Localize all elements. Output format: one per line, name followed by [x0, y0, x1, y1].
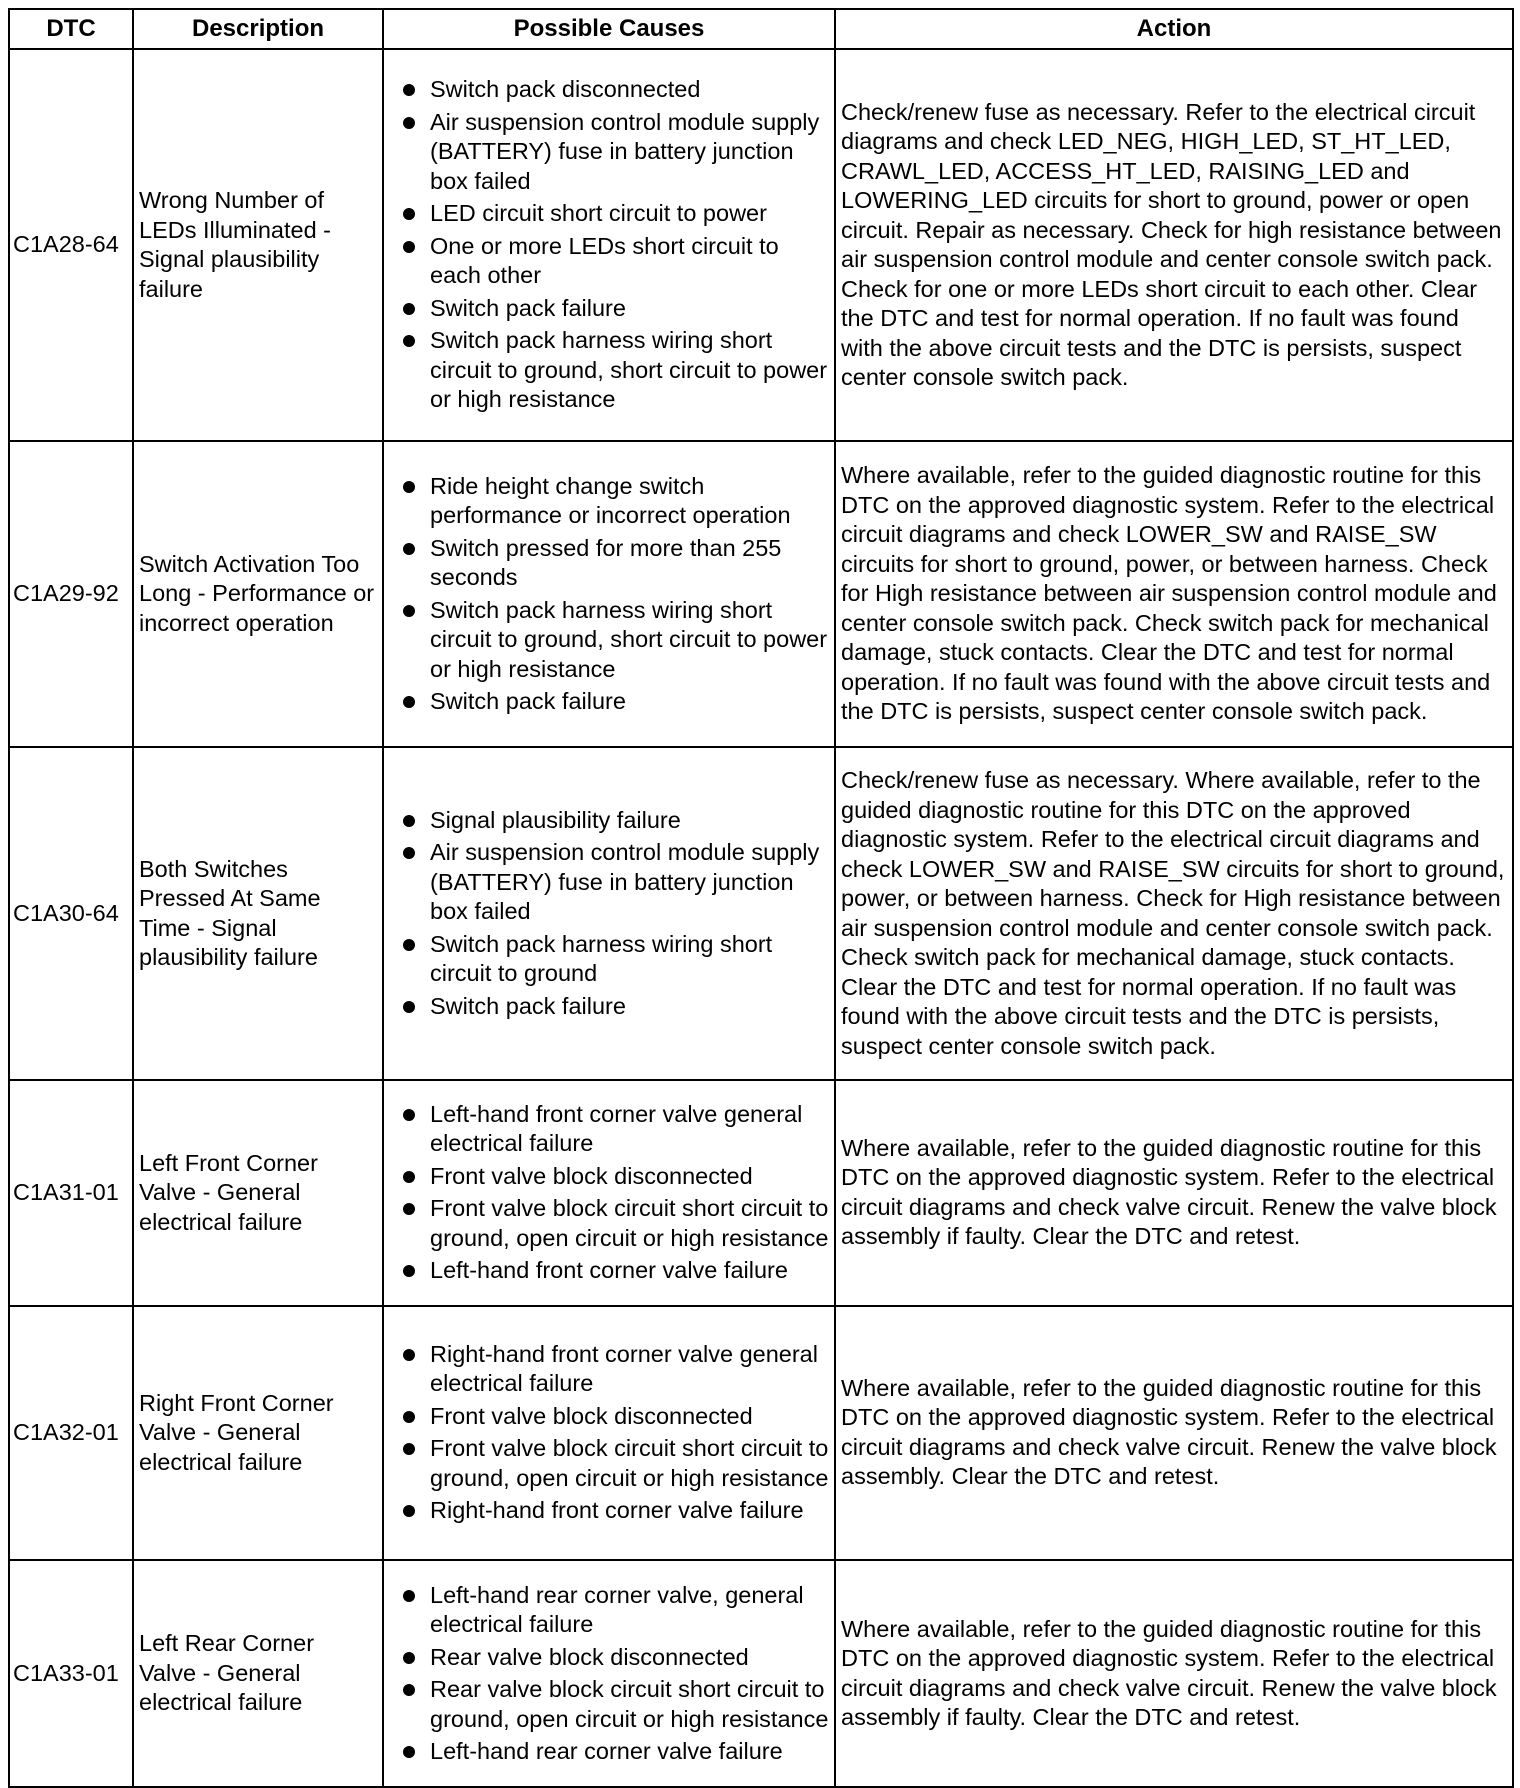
- dtc-code: C1A31-01: [9, 1080, 133, 1306]
- possible-causes-cell: [383, 1306, 835, 1561]
- dtc-table: [8, 8, 1514, 1788]
- possible-causes-list: [384, 1340, 829, 1526]
- header-dtc: DTC: [9, 9, 133, 49]
- action-text: Where available, refer to the guided diagnostic routine for this DTC on the approved diagnostic system. Refer to the electrical circuit diagrams and check valve circuit. Renew the valve block assembly if faulty. Clear the DTC and retest.: [835, 1560, 1513, 1787]
- cause-item: Ride height change switch performance or incorrect operation: [430, 472, 829, 531]
- possible-causes-list: [384, 472, 829, 717]
- possible-causes-list: [384, 1581, 829, 1767]
- dtc-description: Switch Activation Too Long - Performance or incorrect operation: [133, 441, 383, 747]
- cause-item: Front valve block disconnected: [430, 1162, 829, 1192]
- dtc-code: C1A30-64: [9, 747, 133, 1080]
- cause-item: Right-hand front corner valve failure: [430, 1496, 829, 1526]
- dtc-code: C1A28-64: [9, 49, 133, 441]
- dtc-code: C1A29-92: [9, 441, 133, 747]
- table-row: [9, 441, 1513, 747]
- dtc-code: C1A33-01: [9, 1560, 133, 1787]
- table-row: [9, 49, 1513, 441]
- table-row: [9, 1080, 1513, 1306]
- cause-item: Switch pack failure: [430, 687, 829, 717]
- possible-causes-cell: [383, 49, 835, 441]
- possible-causes-cell: [383, 1080, 835, 1306]
- cause-item: Air suspension control module supply (BATTERY) fuse in battery junction box failed: [430, 108, 829, 197]
- action-text: Check/renew fuse as necessary. Where available, refer to the guided diagnostic routine for this DTC on the approved diagnostic system. Refer to the electrical circuit diagrams and check LOWER_SW and RAISE_SW circuits for short to ground, power, or between harness. Check for High resistance between air suspension control module and center console switch pack. Check switch pack for mechanical damage, stuck contacts. Clear the DTC and test for normal operation. If no fault was found with the above circuit tests and the DTC is persists, suspect center console switch pack.: [835, 747, 1513, 1080]
- cause-item: Rear valve block disconnected: [430, 1643, 829, 1673]
- dtc-description: Left Rear Corner Valve - General electrical failure: [133, 1560, 383, 1787]
- cause-item: Air suspension control module supply (BATTERY) fuse in battery junction box failed: [430, 838, 829, 927]
- action-text: Where available, refer to the guided diagnostic routine for this DTC on the approved diagnostic system. Refer to the electrical circuit diagrams and check valve circuit. Renew the valve block assembly if faulty. Clear the DTC and retest.: [835, 1080, 1513, 1306]
- cause-item: Switch pack disconnected: [430, 75, 829, 105]
- cause-item: Switch pack harness wiring short circuit to ground: [430, 930, 829, 989]
- header-possible-causes: Possible Causes: [383, 9, 835, 49]
- dtc-description: Wrong Number of LEDs Illuminated - Signal plausibility failure: [133, 49, 383, 441]
- possible-causes-cell: [383, 747, 835, 1080]
- cause-item: Right-hand front corner valve general electrical failure: [430, 1340, 829, 1399]
- possible-causes-list: [384, 75, 829, 415]
- table-row: [9, 1560, 1513, 1787]
- possible-causes-list: [384, 1100, 829, 1286]
- dtc-description: Both Switches Pressed At Same Time - Signal plausibility failure: [133, 747, 383, 1080]
- cause-item: Front valve block circuit short circuit to ground, open circuit or high resistance: [430, 1434, 829, 1493]
- cause-item: Front valve block disconnected: [430, 1402, 829, 1432]
- dtc-description: Right Front Corner Valve - General electrical failure: [133, 1306, 383, 1561]
- header-action: Action: [835, 9, 1513, 49]
- cause-item: Left-hand front corner valve general electrical failure: [430, 1100, 829, 1159]
- possible-causes-list: [384, 806, 829, 1022]
- cause-item: Switch pack failure: [430, 294, 829, 324]
- header-row: [9, 9, 1513, 49]
- cause-item: Left-hand rear corner valve, general electrical failure: [430, 1581, 829, 1640]
- cause-item: Switch pressed for more than 255 seconds: [430, 534, 829, 593]
- possible-causes-cell: [383, 441, 835, 747]
- dtc-description: Left Front Corner Valve - General electrical failure: [133, 1080, 383, 1306]
- header-description: Description: [133, 9, 383, 49]
- table-body: [9, 49, 1513, 1787]
- cause-item: LED circuit short circuit to power: [430, 199, 829, 229]
- table-row: [9, 747, 1513, 1080]
- cause-item: Left-hand rear corner valve failure: [430, 1737, 829, 1767]
- dtc-code: C1A32-01: [9, 1306, 133, 1561]
- cause-item: Switch pack harness wiring short circuit to ground, short circuit to power or high resistance: [430, 326, 829, 415]
- cause-item: One or more LEDs short circuit to each other: [430, 232, 829, 291]
- cause-item: Signal plausibility failure: [430, 806, 829, 836]
- action-text: Check/renew fuse as necessary. Refer to the electrical circuit diagrams and check LED_NEG, HIGH_LED, ST_HT_LED, CRAWL_LED, ACCESS_HT_LED, RAISING_LED and LOWERING_LED circuits for short to ground, power or open circuit. Repair as necessary. Check for high resistance between air suspension control module and center console switch pack. Check for one or more LEDs short circuit to each other. Clear the DTC and test for normal operation. If no fault was found with the above circuit tests and the DTC is persists, suspect center console switch pack.: [835, 49, 1513, 441]
- cause-item: Rear valve block circuit short circuit to ground, open circuit or high resistance: [430, 1675, 829, 1734]
- action-text: Where available, refer to the guided diagnostic routine for this DTC on the approved diagnostic system. Refer to the electrical circuit diagrams and check LOWER_SW and RAISE_SW circuits for short to ground, power, or between harness. Check for High resistance between air suspension control module and center console switch pack. Check switch pack for mechanical damage, stuck contacts. Clear the DTC and test for normal operation. If no fault was found with the above circuit tests and the DTC is persists, suspect center console switch pack.: [835, 441, 1513, 747]
- possible-causes-cell: [383, 1560, 835, 1787]
- cause-item: Switch pack harness wiring short circuit to ground, short circuit to power or high resistance: [430, 596, 829, 685]
- cause-item: Left-hand front corner valve failure: [430, 1256, 829, 1286]
- table-row: [9, 1306, 1513, 1561]
- cause-item: Switch pack failure: [430, 992, 829, 1022]
- cause-item: Front valve block circuit short circuit to ground, open circuit or high resistance: [430, 1194, 829, 1253]
- action-text: Where available, refer to the guided diagnostic routine for this DTC on the approved diagnostic system. Refer to the electrical circuit diagrams and check valve circuit. Renew the valve block assembly. Clear the DTC and retest.: [835, 1306, 1513, 1561]
